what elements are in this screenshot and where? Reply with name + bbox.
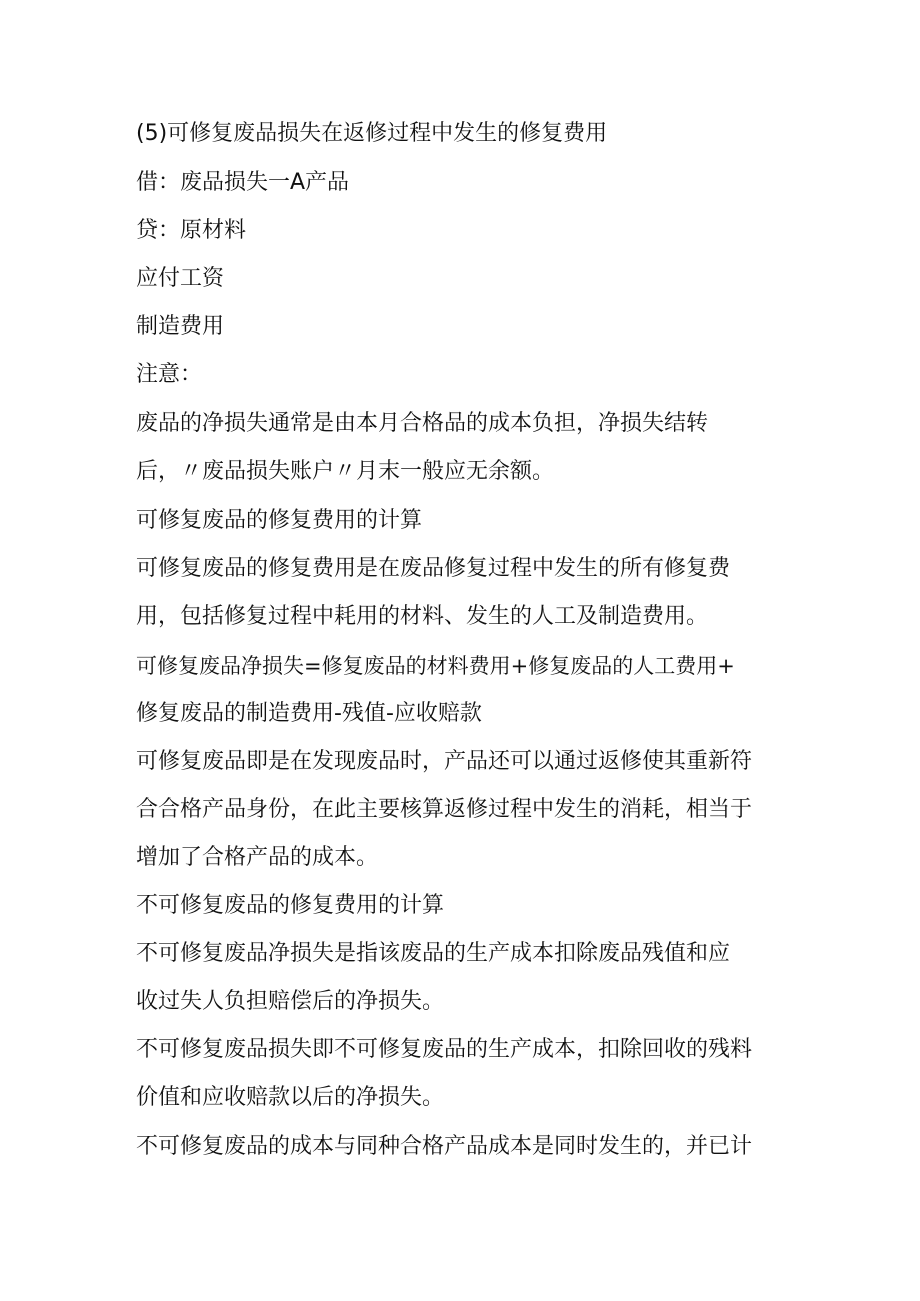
paragraph-line: 废品的净损失通常是由本月合格品的成本负担，净损失结转 xyxy=(136,411,709,436)
paragraph-line: 不可修复废品损失即不可修复废品的生产成本，扣除回收的残料 xyxy=(136,1037,753,1062)
paragraph-line: 用，包括修复过程中耗用的材料、发生的人工及制造费用。 xyxy=(136,604,709,629)
formula-line: 可修复废品净损失=修复废品的材料费用+修复废品的人工费用+ xyxy=(136,654,735,678)
paragraph-line: 增加了合格产品的成本。 xyxy=(136,845,379,870)
paragraph-line: 后，〃废品损失账户〃月末一般应无余额。 xyxy=(136,459,555,484)
paragraph-line: 制造费用 xyxy=(136,314,225,339)
paragraph-line: 注意： xyxy=(136,362,203,387)
paragraph-line: 价值和应收赔款以后的净损失。 xyxy=(136,1085,445,1110)
paragraph-line: 应付工资 xyxy=(136,266,225,291)
paragraph-line: 贷：原材料 xyxy=(136,218,247,243)
paragraph-line: 收过失人负担赔偿后的净损失。 xyxy=(136,989,445,1014)
paragraph-line: 可修复废品的修复费用是在废品修复过程中发生的所有修复费 xyxy=(136,556,731,581)
paragraph-line: (5)可修复废品损失在返修过程中发生的修复费用 xyxy=(136,121,608,146)
formula-line: 修复废品的制造费用-残值-应收赔款 xyxy=(136,701,482,726)
section-heading: 可修复废品的修复费用的计算 xyxy=(136,508,423,533)
paragraph-line: 可修复废品即是在发现废品时，产品还可以通过返修使其重新符 xyxy=(136,749,753,774)
paragraph-line: 不可修复废品的成本与同种合格产品成本是同时发生的，并已计 xyxy=(136,1134,753,1159)
section-heading: 不可修复废品的修复费用的计算 xyxy=(136,893,445,918)
paragraph-line: 合合格产品身份，在此主要核算返修过程中发生的消耗，相当于 xyxy=(136,797,753,822)
paragraph-line: 不可修复废品净损失是指该废品的生产成本扣除废品残值和应 xyxy=(136,941,731,966)
paragraph-line: 借：废品损失一A产品 xyxy=(136,170,350,195)
